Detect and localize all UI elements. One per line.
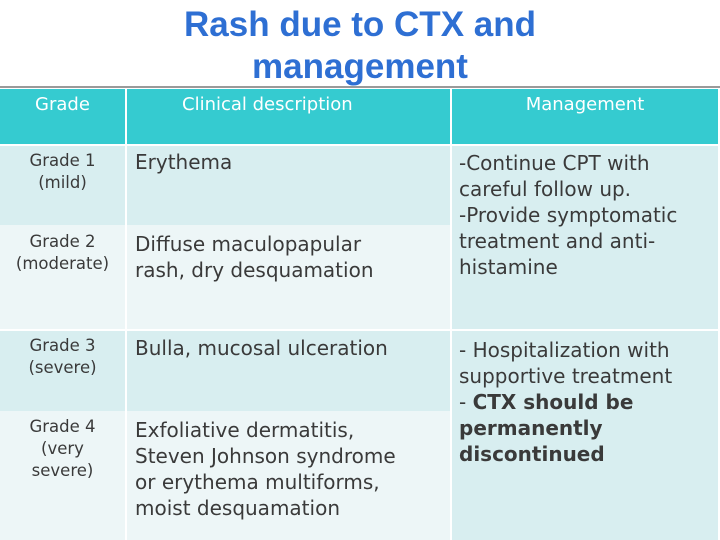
title-line-1: Rash due to CTX and xyxy=(184,5,536,44)
grade-3-label: Grade 3 xyxy=(29,336,96,355)
grade-4-description xyxy=(127,411,450,540)
header-management: Management xyxy=(452,89,718,144)
grade-4-description-line: or erythema multiforms, xyxy=(135,470,380,494)
grade-2-description-line: rash, dry desquamation xyxy=(135,258,374,282)
management-line: histamine xyxy=(459,255,558,279)
management-bold-line: permanently xyxy=(459,416,603,440)
title-line-2: management xyxy=(252,47,468,86)
grade-1-description-line: Erythema xyxy=(135,150,233,174)
grade-4-description-line: Steven Johnson syndrome xyxy=(135,444,396,468)
title-divider xyxy=(0,86,720,88)
grade-3-cell xyxy=(0,331,125,411)
management-mild-moderate xyxy=(452,146,718,329)
grade-4-description-line: moist desquamation xyxy=(135,496,340,520)
grade-4-cell xyxy=(0,411,125,540)
grade-2-label: Grade 2 xyxy=(29,232,96,251)
management-severe xyxy=(452,331,718,540)
management-bold-line: discontinued xyxy=(459,442,605,466)
grade-1-description xyxy=(127,146,450,225)
management-line: supportive treatment xyxy=(459,364,673,388)
management-line: -Continue CPT with xyxy=(459,151,650,175)
management-bold-line: CTX should be xyxy=(472,390,634,414)
management-line: treatment and anti- xyxy=(459,229,656,253)
grade-2-description xyxy=(127,225,450,329)
grade-2-cell xyxy=(0,225,125,329)
management-line: careful follow up. xyxy=(459,177,632,201)
management-line xyxy=(459,389,718,415)
grade-4-label: Grade 4 xyxy=(29,417,96,436)
slide-title xyxy=(0,4,720,88)
grade-4-description-line: Exfoliative dermatitis, xyxy=(135,418,355,442)
header-grade: Grade xyxy=(0,89,125,144)
grade-4-severity: severe) xyxy=(31,461,94,480)
grade-1-label: Grade 1 xyxy=(29,151,96,170)
grade-3-description-line: Bulla, mucosal ulceration xyxy=(135,336,388,360)
management-line: -Provide symptomatic xyxy=(459,203,678,227)
grade-3-description xyxy=(127,331,450,411)
grade-2-severity: (moderate) xyxy=(15,254,110,273)
management-dash: - xyxy=(459,390,473,414)
grade-4-severity: (very xyxy=(41,439,84,458)
management-line: - Hospitalization with xyxy=(459,338,670,362)
grade-2-description-line: Diffuse maculopapular xyxy=(135,232,362,256)
grade-1-severity: (mild) xyxy=(38,173,87,192)
grade-3-severity: (severe) xyxy=(28,358,97,377)
header-clinical-description: Clinical description xyxy=(127,89,450,144)
grade-1-cell xyxy=(0,146,125,225)
